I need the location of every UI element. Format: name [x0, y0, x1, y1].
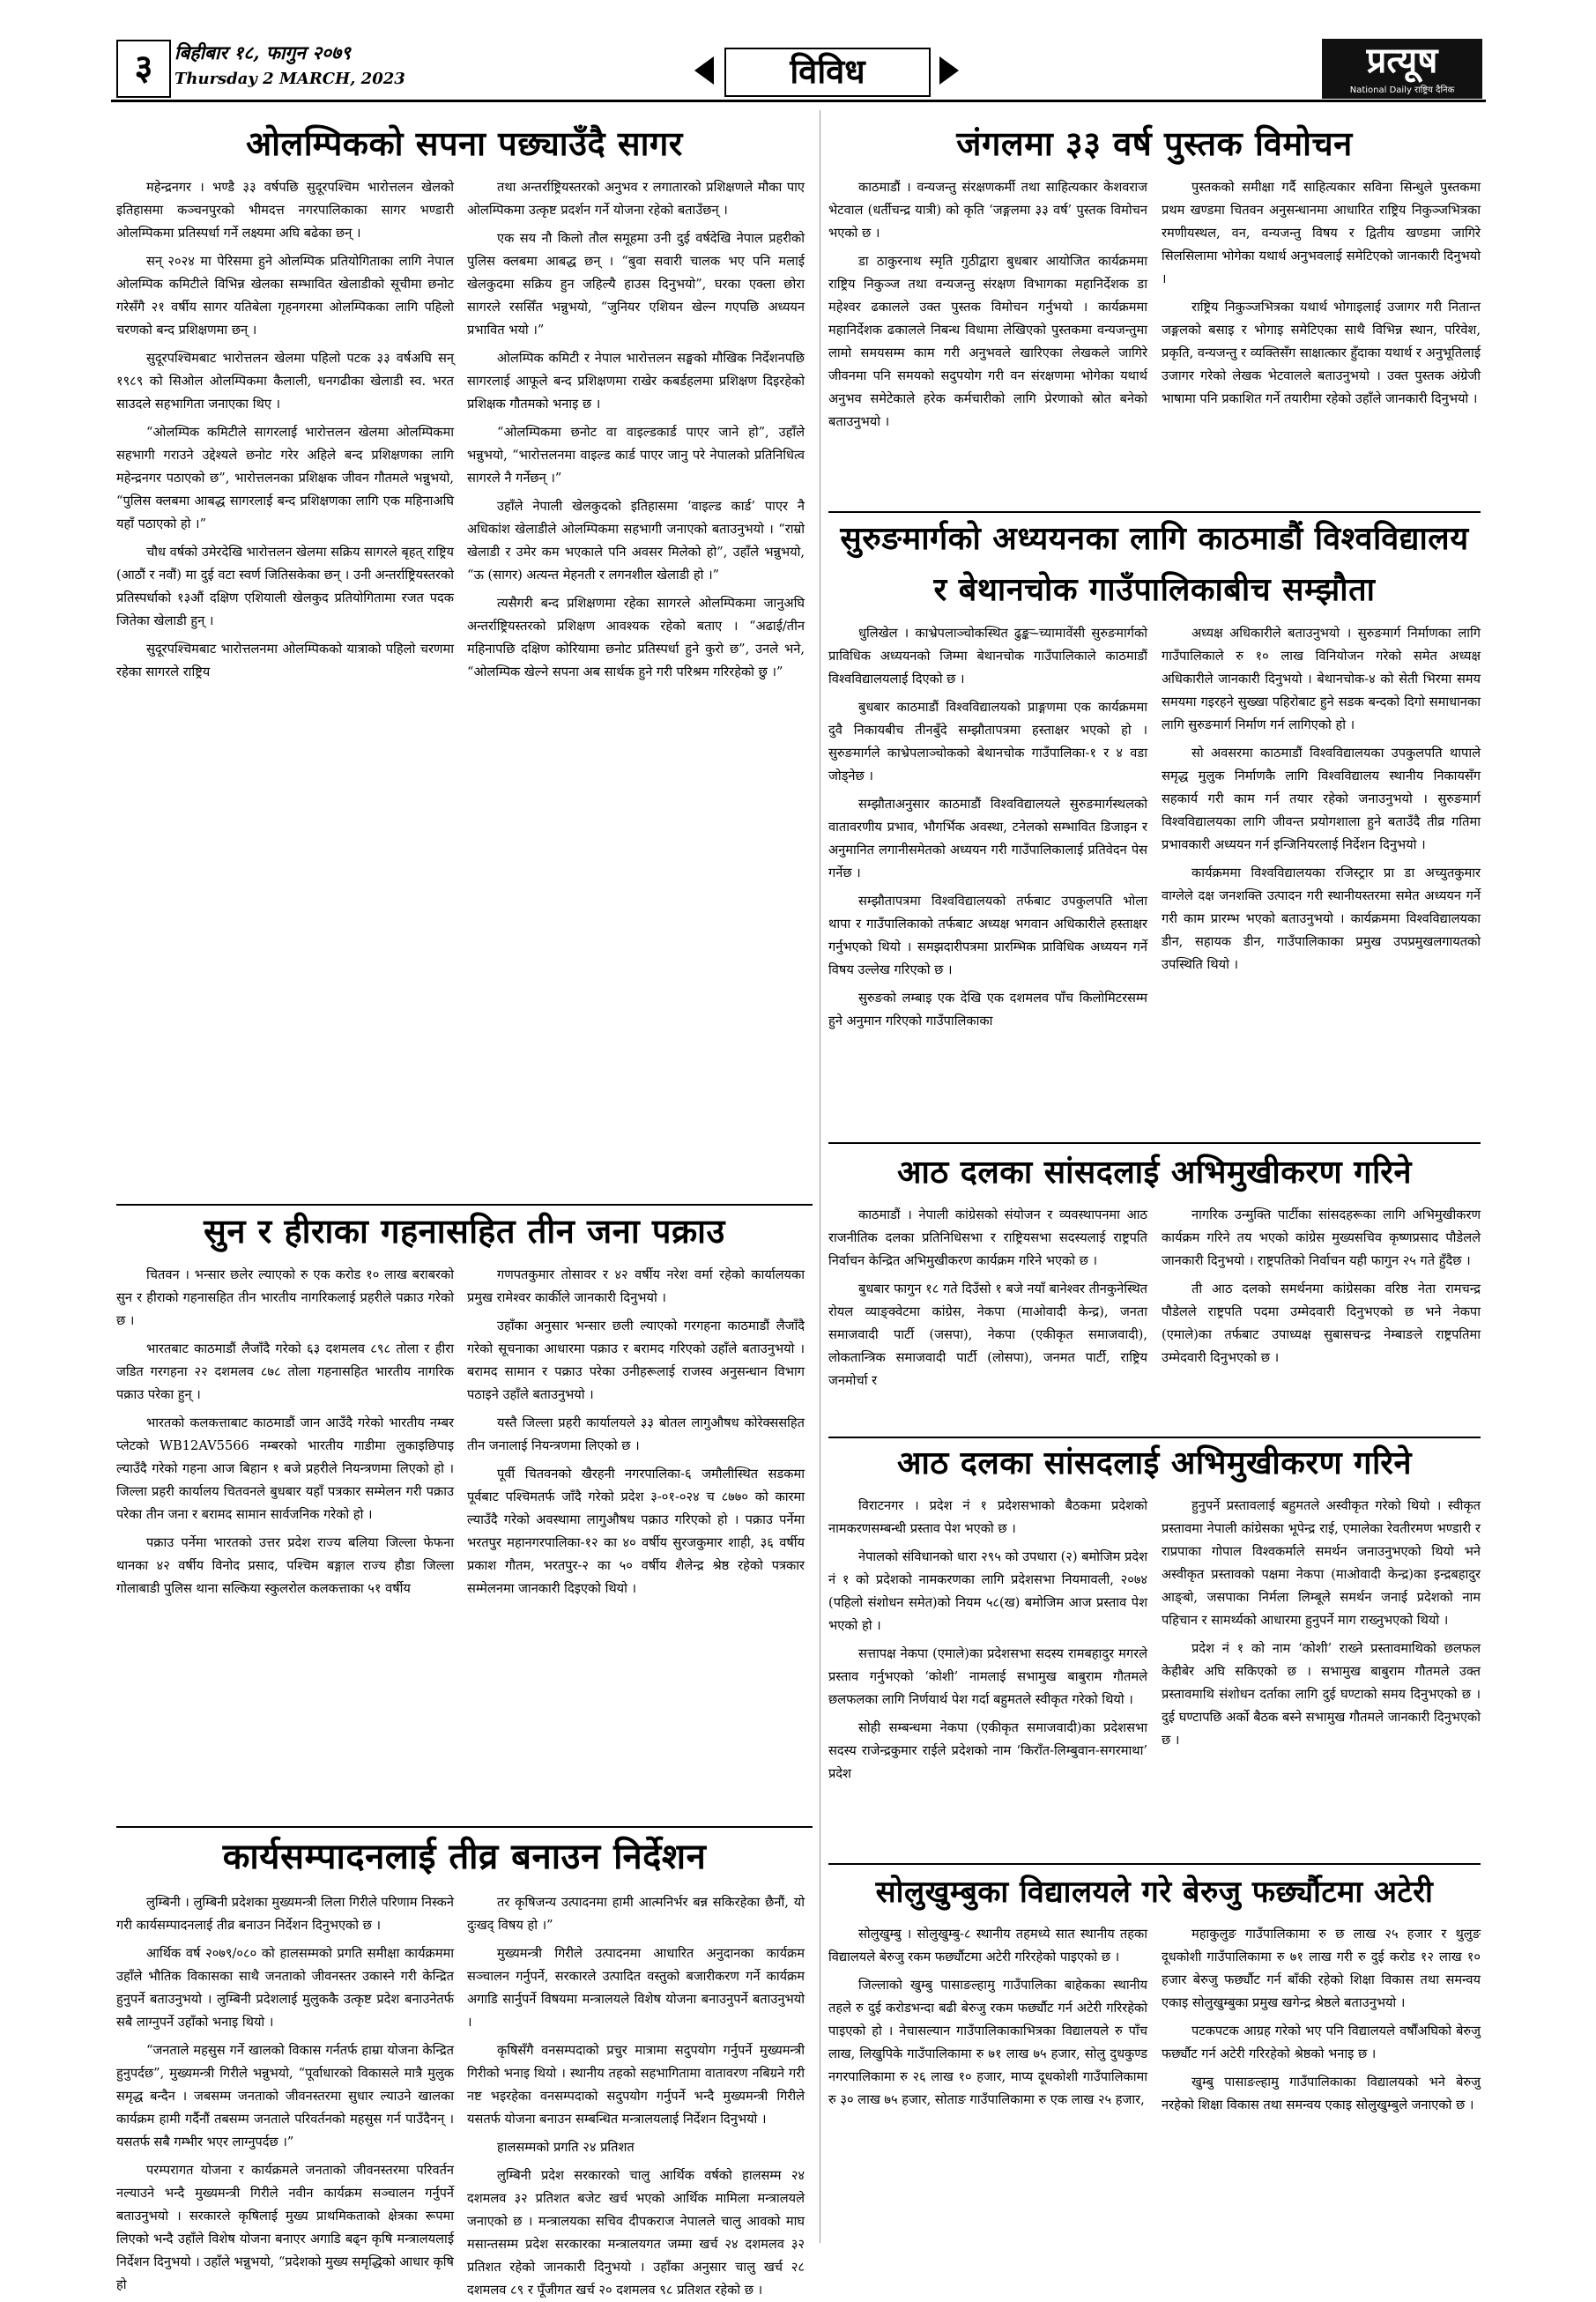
newspaper-logo — [1322, 39, 1482, 99]
paragraph: हालसम्मको प्रगति २४ प्रतिशत — [497, 2140, 635, 2155]
paragraph: बुधबार फागुन १८ गते दिउँसो १ बजे नयाँ बानेश्वर तीनकुनेस्थित रोयल व्याङ्क्वेटमा कांग्रेस, नेकपा (माओवादी केन्द्र), जनता समाजवादी पार्टी (जसपा), नेकपा (एकीकृत समाजवादी), लोकतान्त्रिक समाजवादी पार्टी (लोसपा), जनमत पार्टी, राष्ट्रिय जनमोर्चा र — [828, 1281, 1147, 1388]
headline-surungamarga-1: सुरुङमार्गको अध्ययनका लागि काठमाडौं विश्वविद्यालय — [840, 521, 1469, 557]
paragraph: पक्राउ पर्नेमा भारतको उत्तर प्रदेश राज्य बलिया जिल्ला फेफना थानका ४२ वर्षीय विनोद प्रसाद, पश्चिम बङ्गाल राज्य हौडा जिल्ला गोलाबाडी पुलिस थाना सल्किया स्कुलरोल कलकत्ताका ५१ वर्षीय — [116, 1535, 454, 1596]
paragraph: “ओलम्पिकमा छनोट वा वाइल्डकार्ड पाएर जाने हो”, उहाँले भन्नुभयो, “भारोत्तलनमा वाइल्ड कार्ड पाएर जानु परे नेपालको प्रतिनिधित्व सागरले नै गर्नेछन् ।” — [467, 425, 805, 486]
paragraph: “जनताले महसुस गर्ने खालको विकास गर्नतर्फ हाम्रा योजना केन्द्रित हुनुपर्दछ”, मुख्यमन्त्री गिरीले भन्नुभयो, “पूर्वाधारको विकासले मात्रै मुलुक समृद्ध बन्दैन । जबसम्म जनताको जीवनस्तरमा सुधार ल्याउने खालका कार्यक्रम हामी गर्दैनौं तबसम्म जनताले परिवर्तनको महसुस गर्न पाउँदैनन् । यसतर्फ सबै गम्भीर भएर लाग्नुपर्दछ ।” — [116, 2043, 454, 2150]
paragraph: चौध वर्षको उमेरदेखि भारोत्तलन खेलमा सक्रिय सागरले बृहत् राष्ट्रिय (आठौं र नवौं) मा दुई वटा स्वर्ण जितिसकेका छन् । उनी अन्तर्राष्ट्रियस्तरको प्रतिस्पर्धाको १३औं दक्षिण एशियाली खेलकुद प्रतियोगितामा रजत पदक जितेका खेलाडी हुन् । — [116, 545, 454, 628]
divider — [828, 1437, 1481, 1438]
paragraph: पूर्वी चितवनको खैरहनी नगरपालिका-६ जमौलीस्थित सडकमा पूर्वबाट पश्चिमतर्फ जाँदै गरेको प्रदेश ३-०१-०२४ च ८७७० को कारमा ल्याउँदै गरेको अवस्थामा लागुऔषध पक्राउ गरिएको हो । पक्राउ पर्नेमा भरतपुर महानगरपालिका-१२ का ४० वर्षीय सुरजकुमार शाही, ३६ वर्षीय प्रकाश गौतम, भरतपुर-२ का ५० वर्षीय शैलेन्द्र श्रेष्ठ रहेको पत्रकार सम्मेलनमा जानकारी दिइएको थियो । — [467, 1467, 805, 1596]
paragraph: काठमाडौं । वन्यजन्तु संरक्षणकर्मी तथा साहित्यकार केशवराज भेटवाल (धर्तीचन्द्र यात्री) को कृति ‘जङ्गलमा ३३ वर्ष’ पुस्तक विमोचन भएको छ । — [828, 180, 1147, 241]
paragraph: तर कृषिजन्य उत्पादनमा हामी आत्मनिर्भर बन्न सकिरहेका छैनौं, यो दुःखद् विषय हो ।” — [467, 1895, 805, 1933]
paragraph: सम्झौताअनुसार काठमाडौं विश्वविद्यालयले सुरुङमार्गस्थलको वातावरणीय प्रभाव, भौगर्भिक अवस्था, टनेलको सम्भावित डिजाइन र अनुमानित लगानीसमेतको अध्ययन गरी गाउँपालिकालाई प्रतिवेदन पेस गर्नेछ । — [828, 797, 1147, 880]
divider — [828, 1142, 1481, 1144]
paragraph: उहाँले नेपाली खेलकुदको इतिहासमा ‘वाइल्ड कार्ड’ पाएर नै अधिकांश खेलाडीले ओलम्पिकमा सहभागी जनाएको बताउनुभयो । “राम्रो खेलाडी र उमेर कम भएकाले पनि अवसर मिलेको हो”, उहाँले भन्नुभयो, “ऊ (सागर) अत्यन्त मेहनती र लगनशील खेलाडी हो ।” — [467, 499, 805, 583]
headline-olympic: ओलम्पिकको सपना पछ्याउँदै सागर — [246, 124, 683, 163]
date-nepali: बिहीबार १८, फागुन २०७९ — [174, 41, 351, 63]
paragraph: भारतको कलकत्ताबाट काठमाडौं जान आउँदै गरेको भारतीय नम्बर प्लेटको WB12AV5566 नम्बरको भारतीय गाडीमा लुकाइछिपाइ ल्याउँदै गरेको गहना आज बिहान १ बजे प्रहरीले नियन्त्रणमा लिएको हो । जिल्ला प्रहरी कार्यालय चितवनले बुधबार यहाँ पत्रकार सम्मेलन गरी पक्राउ परेका तीन जना र बरामद सामान सार्वजनिक गरेको हो । — [116, 1415, 454, 1522]
olympic-column-1 — [116, 176, 454, 1199]
paragraph: विराटनगर । प्रदेश नं १ प्रदेशसभाको बैठकमा प्रदेशको नामकरणसम्बन्धी प्रस्ताव पेश भएको छ । — [828, 1498, 1147, 1536]
paragraph: नागरिक उन्मुक्ति पार्टीका सांसदहरूका लागि अभिमुखीकरण कार्यक्रम गरिने तय भएको कांग्रेस मुख्यसचिव कृष्णप्रसाद पौडेलले जानकारी दिनुभयो । राष्ट्रपतिको निर्वाचन यही फागुन २५ गते हुँदैछ । — [1162, 1207, 1481, 1268]
paragraph: पटकपटक आग्रह गरेको भए पनि विद्यालयले वर्षौंअघिको बेरुजु फर्छ्यौट गर्न अटेरी गरिरहेको श्रेष्ठको भनाइ छ । — [1162, 2024, 1481, 2061]
paragraph: भारतबाट काठमाडौं लैजाँदै गरेको ६३ दशमलव ८९८ तोला र हीरा जडित गरगहना २२ दशमलव ८७८ तोला गहनासहित भारतीय नागरिक पक्राउ परेका हुन् । — [116, 1341, 454, 1402]
paragraph: बुधबार काठमाडौं विश्वविद्यालयको प्राङ्गणमा एक कार्यक्रममा दुवै निकायबीच तीनबुँदे सम्झौतापत्रमा हस्ताक्षर भएको हो । सुरुङमार्गले काभ्रेपलाञ्चोकको बेथानचोक गाउँपालिका-१ र ४ वडा जोड्नेछ । — [828, 700, 1147, 783]
sansad2-column-1 — [828, 1495, 1147, 1856]
paragraph: लुम्बिनी । लुम्बिनी प्रदेशका मुख्यमन्त्री लिला गिरीले परिणाम निस्कने गरी कार्यसम्पादनलाई तीव्र बनाउन निर्देशन दिनुभएको छ । — [116, 1895, 454, 1933]
paragraph: अध्यक्ष अधिकारीले बताउनुभयो । सुरुङमार्ग निर्माणका लागि गाउँपालिकाले रु १० लाख विनियोजन गरेको समेत अध्यक्ष अधिकारीले जानकारी दिनुभयो । बेथानचोक-४ को सेती भिरमा समय समयमा गइरहने सुख्खा पहिरोबाट हुने सडक बन्दको दिगो समाधानका लागि सुरुङमार्ग निर्माण गर्न लागिएको हो । — [1162, 626, 1481, 732]
headline-jungle: जंगलमा ३३ वर्ष पुस्तक विमोचन — [956, 124, 1353, 163]
paragraph: सम्झौतापत्रमा विश्वविद्यालयको तर्फबाट उपकुलपति भोला थापा र गाउँपालिकाको तर्फबाट अध्यक्ष भगवान अधिकारीले हस्ताक्षर गर्नुभएको थियो । समझदारीपत्रमा प्रारम्भिक प्राविधिक अध्ययन गर्ने विषय उल्लेख गरिएको छ । — [828, 894, 1147, 977]
paragraph: कार्यक्रममा विश्वविद्यालयका रजिस्ट्रार प्रा डा अच्युतकुमार वाग्लेले दक्ष जनशक्ति उत्पादन गरी स्थानीयस्तरमा समेत अध्ययन गर्ने गरी काम प्रारम्भ भएको बताउनुभयो । कार्यक्रममा विश्वविद्यालयका डीन, सहायक डीन, गाउँपालिकाका प्रमुख उपप्रमुखलगायतको उपस्थिति थियो । — [1162, 865, 1481, 972]
gold-column-2 — [467, 1264, 805, 1819]
page-number: ३ — [116, 40, 171, 98]
paragraph: पुस्तकको समीक्षा गर्दै साहित्यकार सविना सिन्धुले पुस्तकमा प्रथम खण्डमा चितवन अनुसन्धानमा आधारित राष्ट्रिय निकुञ्जभित्रका रमणीयस्थल, वन, वन्यजन्तु विषय र द्वितीय खण्डमा जागिरे सिलसिलामा भोगेका यथार्थ अनुभवलाई समेटिएको जानकारी दिनुभयो । — [1162, 180, 1481, 286]
paragraph: उहाँका अनुसार भन्सार छली ल्याएको गरगहना काठमाडौं लैजाँदै गरेको सूचनाका आधारमा पक्राउ र बरामद गरिएको उहाँले बताउनुभयो । बरामद सामान र पक्राउ परेका उनीहरूलाई राजस्व अनुसन्धान विभाग पठाइने उहाँले बताउनुभयो । — [467, 1318, 805, 1402]
date-block — [174, 39, 405, 92]
paragraph: सोही सम्बन्धमा नेकपा (एकीकृत समाजवादी)का प्रदेशसभा सदस्य राजेन्द्रकुमार राईले प्रदेशको नाम ‘किराँत-लिम्बुवान-सगरमाथा’ प्रदेश — [828, 1720, 1147, 1781]
headline-solukhumbu: सोलुखुम्बुका विद्यालयले गरे बेरुजु फर्छ्यौटमा अटेरी — [875, 1875, 1434, 1910]
paragraph: सुरुङको लम्बाइ एक देखि एक दशमलव पाँच किलोमिटरसम्म हुने अनुमान गरिएको गाउँपालिकाका — [828, 991, 1147, 1028]
paragraph: लुम्बिनी प्रदेश सरकारको चालु आर्थिक वर्षको हालसम्म २४ दशमलव ३२ प्रतिशत बजेट खर्च भएको आर्थिक मामिला मन्त्रालयले जनाएको छ । मन्त्रालयका सचिव दीपकराज नेपालले चालु आवको माघ मसान्तसम्म प्रदेश सरकारका मन्त्रालयगत जम्मा खर्च २४ दशमलव ३२ प्रतिशत रहेको जानकारी दिनुभयो । उहाँका अनुसार चालु खर्च २८ दशमलव ८९ र पूँजीगत खर्च २० दशमलव ९८ प्रतिशत रहेको छ । — [467, 2168, 805, 2298]
paragraph: महेन्द्रनगर । भण्डै ३३ वर्षपछि सुदूरपश्चिम भारोत्तलन खेलको इतिहासमा कञ्चनपुरको भीमदत्त नगरपालिकाका सागर भण्डारी ओलम्पिकमा प्रतिस्पर्धा गर्ने लक्ष्यमा अघि बढेका छन् । — [116, 180, 454, 241]
paragraph: खुम्बु पासाङल्हामु गाउँपालिकाका विद्यालयको भने बेरुजु नरहेको शिक्षा विकास तथा समन्वय एकाइ सोलुखुम्बुले जनाएको छ । — [1162, 2075, 1481, 2113]
solukhumbu-column-1 — [828, 1923, 1147, 2244]
paragraph: हुनुपर्ने प्रस्तावलाई बहुमतले अस्वीकृत गरेको थियो । स्वीकृत प्रस्तावमा नेपाली कांग्रेसका भूपेन्द्र राई, एमालेका रेवतीरमण भण्डारी र राप्रपाका गोपाल विश्वकर्माले समर्थन जनाउनुभएको थियो भने अस्वीकृत प्रस्तावको पक्षमा नेकपा (माओवादी केन्द्र)का इन्द्रबहादुर आङ्बो, जसपाका निर्मला लिम्बूले समर्थन जनाई प्रदेशको नाम पहिचान र सामर्थ्यको आधारमा हुनुपर्ने माग राख्नुभएको थियो । — [1162, 1498, 1481, 1628]
section-title: विविध — [724, 48, 931, 97]
solukhumbu-column-2 — [1162, 1923, 1481, 2244]
paragraph: कृषिसँगै वनसम्पदाको प्रचुर मात्रामा सदुपयोग गर्नुपर्ने मुख्यमन्त्री गिरीको भनाइ थियो । स्थानीय तहको सहभागितामा वातावरण नबिग्रने गरी नष्ट भइरहेका वनसम्पदाको सदुपयोग गर्नुपर्ने भन्दै मुख्यमन्त्री गिरीले यसतर्फ योजना बनाउन सम्बन्धित मन्त्रालयलाई निर्देशन दिनुभयो । — [467, 2043, 805, 2127]
sansad2-column-2 — [1162, 1495, 1481, 1856]
paragraph: ओलम्पिक कमिटी र नेपाल भारोत्तलन सङ्घको मौखिक निर्देशनपछि सागरलाई आफूले बन्द प्रशिक्षणमा राखेर कबर्डहलमा प्रशिक्षण दिइरहेको प्रशिक्षक गौतमको भनाइ छ । — [467, 351, 805, 412]
logo-text: प्रत्यूष — [1366, 41, 1438, 81]
jungle-column-1 — [828, 176, 1147, 502]
paragraph: “ओलम्पिक कमिटीले सागरलाई भारोत्तलन खेलमा ओलम्पिकमा सहभागी गराउने उद्देश्यले छनोट गरेर अहिले बन्द प्रशिक्षणका लागि महेन्द्रनगर पठाएको छ”, भारोत्तलनका प्रशिक्षक जीवन गौतमले भन्नुभयो, “पुलिस क्लबमा आबद्ध सागरलाई बन्द प्रशिक्षणका लागि एक महिनाअघि यहाँ पठाएको हो ।” — [116, 425, 454, 531]
paragraph: ती आठ दलको समर्थनमा कांग्रेसका वरिष्ठ नेता रामचन्द्र पौडेलले राष्ट्रपति पदमा उम्मेदवारी दिनुभएको छ भने नेकपा (एमाले)का तर्फबाट उपाध्यक्ष सुबासचन्द्र नेम्बाङले राष्ट्रपतिमा उम्मेदवारी दिनुभएको छ । — [1162, 1281, 1481, 1365]
divider — [828, 511, 1481, 513]
divider — [116, 1204, 813, 1206]
surungamarga-column-1 — [828, 622, 1147, 1133]
paragraph: सुदूरपश्चिमबाट भारोत्तलन खेलमा पहिलो पटक ३३ वर्षअघि सन् १९८९ को सिओल ओलम्पिकमा कैलाली, धनगढीका खेलाडी स्व. भरत साउदले सहभागिता जनाएका थिए । — [116, 351, 454, 412]
date-english: Thursday 2 MARCH, 2023 — [174, 70, 405, 88]
divider — [116, 1826, 813, 1828]
paragraph: मुख्यमन्त्री गिरीले उत्पादनमा आधारित अनुदानका कार्यक्रम सञ्चालन गर्नुपर्ने, सरकारले उत्पादित वस्तुको बजारीकरण गर्ने कार्यक्रम अगाडि सार्नुपर्ने विषयमा मन्त्रालयले विशेष योजना बनाउनुपर्ने बताउनुभयो । — [467, 1946, 805, 2030]
paragraph: सोलुखुम्बु । सोलुखुम्बु-८ स्थानीय तहमध्ये सात स्थानीय तहका विद्यालयले बेरुजु रकम फर्छ्यौटमा अटेरी गरिरहेको पाइएको छ । — [828, 1927, 1147, 1964]
paragraph: परम्परागत योजना र कार्यक्रमले जनताको जीवनस्तरमा परिवर्तन नल्याउने भन्दै मुख्यमन्त्री गिरीले नवीन कार्यक्रम सञ्चालन गर्नुपर्ने बताउनुभयो । सरकारले कृषिलाई मुख्य प्राथमिकताको क्षेत्रका रूपमा लिएको भन्दै उहाँले विशेष योजना बनाएर अगाडि बढ्न कृषि मन्त्रालयलाई निर्देशन दिनुभयो । उहाँले भन्नुभयो, “प्रदेशको मुख्य समृद्धिको आधार कृषि हो — [116, 2163, 454, 2292]
sansad1-column-2 — [1162, 1204, 1481, 1431]
arrow-right-icon — [939, 56, 959, 85]
karyasampadan-column-2 — [467, 1891, 805, 2298]
olympic-column-2 — [467, 176, 805, 1199]
paragraph: डा ठाकुरनाथ स्मृति गुठीद्वारा बुधबार आयोजित कार्यक्रममा राष्ट्रिय निकुञ्ज तथा वन्यजन्तु संरक्षण विभागका महानिर्देशक डा महेश्वर ढकालले उक्त पुस्तक विमोचन गर्नुभयो । कार्यक्रममा महानिर्देशक ढकालले निबन्ध विधामा लेखिएको पुस्तकमा वन्यजन्तुमा लामो समयसम्म काम गरी अनुभवले खारिएका लेखकले जागिरे जीवनमा पनि समयको सदुपयोग गरी वन संरक्षणमा भोगेका यथार्थ अनुभव समेटेकाले हरेक कर्मचारीको लागि प्रेरणाको स्रोत बनेको बताउनुभयो । — [828, 254, 1147, 429]
paragraph: चितवन । भन्सार छलेर ल्याएको रु एक करोड १० लाख बराबरको सुन र हीराको गहनासहित तीन भारतीय नागरिकलाई प्रहरीले पक्राउ गरेको छ । — [116, 1267, 454, 1328]
sansad1-column-1 — [828, 1204, 1147, 1431]
paragraph: काठमाडौं । नेपाली कांग्रेसको संयोजन र व्यवस्थापनमा आठ राजनीतिक दलका प्रतिनिधिसभा र राष्ट्रियसभा सदस्यलाई राष्ट्रपति निर्वाचन केन्द्रित अभिमुखीकरण कार्यक्रम गरिने भएको छ । — [828, 1207, 1147, 1268]
paragraph: आर्थिक वर्ष २०७९/०८० को हालसम्मको प्रगति समीक्षा कार्यक्रममा उहाँले भौतिक विकासका साथै जनताको जीवनस्तर उकास्ने गरी केन्द्रित हुनुपर्ने बताउनुभयो । लुम्बिनी प्रदेशलाई मुलुककै उत्कृष्ट प्रदेश बनाउनेतर्फ सबै लाग्नुपर्ने उहाँको भनाइ थियो । — [116, 1946, 454, 2030]
paragraph: गणपतकुमार तोसावर र ४२ वर्षीय नरेश वर्मा रहेको कार्यालयका प्रमुख रामेश्वर कार्कीले जानकारी दिनुभयो । — [467, 1267, 805, 1305]
surungamarga-column-2 — [1162, 622, 1481, 1133]
paragraph: यस्तै जिल्ला प्रहरी कार्यालयले ३३ बोतल लागुऔषध कोरेक्ससहित तीन जनालाई नियन्त्रणमा लिएको छ । — [467, 1415, 805, 1453]
gold-column-1 — [116, 1264, 454, 1819]
headline-sansad-2: आठ दलका सांसदलाई अभिमुखीकरण गरिने — [897, 1445, 1412, 1481]
paragraph: नेपालको संविधानको धारा २९५ को उपधारा (२) बमोजिम प्रदेश नं १ को प्रदेशको नामकरणका लागि प्रदेशसभा नियमावली, २०७४ (पहिलो संशोधन समेत)को नियम ५८(ख) बमोजिम आज प्रस्ताव पेश भएको हो । — [828, 1549, 1147, 1633]
paragraph: सत्तापक्ष नेकपा (एमाले)का प्रदेशसभा सदस्य रामबहादुर मगरले प्रस्ताव गर्नुभएको ‘कोशी’ नामलाई सभामुख बाबुराम गौतमले छलफलका लागि निर्णयार्थ पेश गर्दा बहुमतले स्वीकृत गरेको थियो । — [828, 1646, 1147, 1707]
arrow-left-icon — [694, 56, 714, 85]
paragraph: सुदूरपश्चिमबाट भारोत्तलनमा ओलम्पिकको यात्राको पहिलो चरणमा रहेका सागरले राष्ट्रिय — [116, 642, 454, 679]
paragraph: धुलिखेल । काभ्रेपलाञ्चोकस्थित ढुङ्कर्‍-च्यामावेंसी सुरुङमार्गको प्राविधिक अध्ययनको जिम्मा बेथानचोक गाउँपालिकाले काठमाडौं विश्वविद्यालयलाई दिएको छ । — [828, 626, 1147, 687]
logo-tagline: National Daily राष्ट्रिय दैनिक — [1349, 85, 1455, 95]
paragraph: सन् २०२४ मा पेरिसमा हुने ओलम्पिक प्रतियोगिताका लागि नेपाल ओलम्पिक कमिटीले विभिन्न खेलका सम्भावित खेलाडीको सूचीमा छनोट गरेसँगै २१ वर्षीय सागर यतिबेला गृहनगरमा ओलम्पिकका लागि पहिलो चरणको बन्द प्रशिक्षणमा छन् । — [116, 254, 454, 338]
headline-surungamarga-2: र बेथानचोक गाउँपालिकाबीच सम्झौता — [933, 572, 1376, 608]
divider — [828, 1863, 1481, 1865]
paragraph: प्रदेश नं १ को नाम ‘कोशी’ राख्ने प्रस्तावमाथिको छलफल केहीबेर अघि सकिएको छ । सभामुख बाबुराम गौतमले उक्त प्रस्तावमाथि संशोधन दर्ताका लागि दुई घण्टाको समय दिनुभएको छ । दुई घण्टापछि अर्को बैठक बस्ने सभामुख गौतमले जानकारी दिनुभएको छ । — [1162, 1641, 1481, 1748]
paragraph: एक सय नौ किलो तौल समूहमा उनी दुई वर्षदेखि नेपाल प्रहरीको पुलिस क्लबमा आबद्ध छन् । “बुवा सवारी चालक भए पनि मलाई खेलकुदमा सक्रिय हुन जहिल्यै हाउस दिनुभयो”, घरका एक्ला छोरा सागरले रससिँत भन्नुभयो, “जुनियर एशियन खेल्न गएपछि अध्ययन प्रभावित भयो ।” — [467, 231, 805, 338]
paragraph: तथा अन्तर्राष्ट्रियस्तरको अनुभव र लगातारको प्रशिक्षणले मौका पाए ओलम्पिकमा उत्कृष्ट प्रदर्शन गर्ने योजना रहेको बताउँछन् । — [467, 180, 805, 218]
paragraph: सो अवसरमा काठमाडौं विश्वविद्यालयका उपकुलपति थापाले समृद्ध मुलुक निर्माणकै लागि विश्वविद्यालय स्थानीय निकायसँग सहकार्य गरी काम गर्न तयार रहेको जनाउनुभयो । सुरुङमार्ग विश्वविद्यालयका लागि जीवन्त प्रयोगशाला हुने बताउँदै तीव्र गतिमा प्रभावकारी अध्ययन गर्न इन्जिनियरलाई निर्देशन दिनुभयो । — [1162, 746, 1481, 852]
paragraph: जिल्लाको खुम्बु पासाङल्हामु गाउँपालिका बाहेकका स्थानीय तहले रु दुई करोडभन्दा बढी बेरुजु रकम फर्छ्यौट गर्न अटेरी गरिरहेको पाइएको हो । नेचासल्यान गाउँपालिकाकाभित्रका विद्यालयले रु पाँच लाख, लिखुपिके गाउँपालिकामा रु ७१ लाख ७५ हजार, सोलु दुधकुण्ड नगरपालिकामा रु २६ लाख १० हजार, माप्य दूधकोशी गाउँपालिकामा रु ३० लाख ७५ हजार, सोताङ गाउँपालिकामा रु एक लाख २५ हजार, — [828, 1978, 1147, 2107]
headline-karyasampadan: कार्यसम्पादनलाई तीव्र बनाउन निर्देशन — [222, 1837, 707, 1877]
paragraph: महाकुलुङ गाउँपालिकामा रु छ लाख २५ हजार र थुलुङ दूधकोशी गाउँपालिकामा रु ७१ लाख गरी रु दुई करोड १२ लाख १० हजार बेरुजु फर्छ्यौट गर्न बाँकी रहेको शिक्षा विकास तथा समन्वय एकाइ सोलुखुम्बुका प्रमुख खगेन्द्र श्रेष्ठले बताउनुभयो । — [1162, 1927, 1481, 2010]
headline-sansad-1: आठ दलका सांसदलाई अभिमुखीकरण गरिने — [897, 1155, 1412, 1191]
karyasampadan-column-1 — [116, 1891, 454, 2292]
paragraph: त्यसैगरी बन्द प्रशिक्षणमा रहेका सागरले ओलम्पिकमा जानुअघि अन्तर्राष्ट्रियस्तरको प्रशिक्षण आवश्यक रहेको बताए । “अढाई/तीन महिनापछि दक्षिण कोरियामा छनोट प्रतिस्पर्धा हुने कुरो छ”, उनले भने, “ओलम्पिक खेल्ने सपना अब सार्थक हुने गरी परिश्रम गरिरहेको छु ।” — [467, 596, 805, 679]
header-rule — [111, 100, 1486, 102]
jungle-column-2 — [1162, 176, 1481, 502]
headline-gold: सुन र हीराका गहनासहित तीन जना पक्राउ — [204, 1212, 725, 1251]
paragraph: राष्ट्रिय निकुञ्जभित्रका यथार्थ भोगाइलाई उजागर गरी नितान्त जङ्गलको बसाइ र भोगाइ समेटिएका साथै विभिन्न स्थान, परिवेश, प्रकृति, वन्यजन्तु र व्यक्तिसँग साक्षात्कार हुँदाका यथार्थ र अनुभूतिलाई उजागर गरेको लेखक भेटवालले बताउनुभयो । उक्त पुस्तक अंग्रेजी भाषामा पनि प्रकाशित गर्ने तयारीमा रहेको उहाँले जानकारी दिनुभयो । — [1162, 300, 1481, 406]
